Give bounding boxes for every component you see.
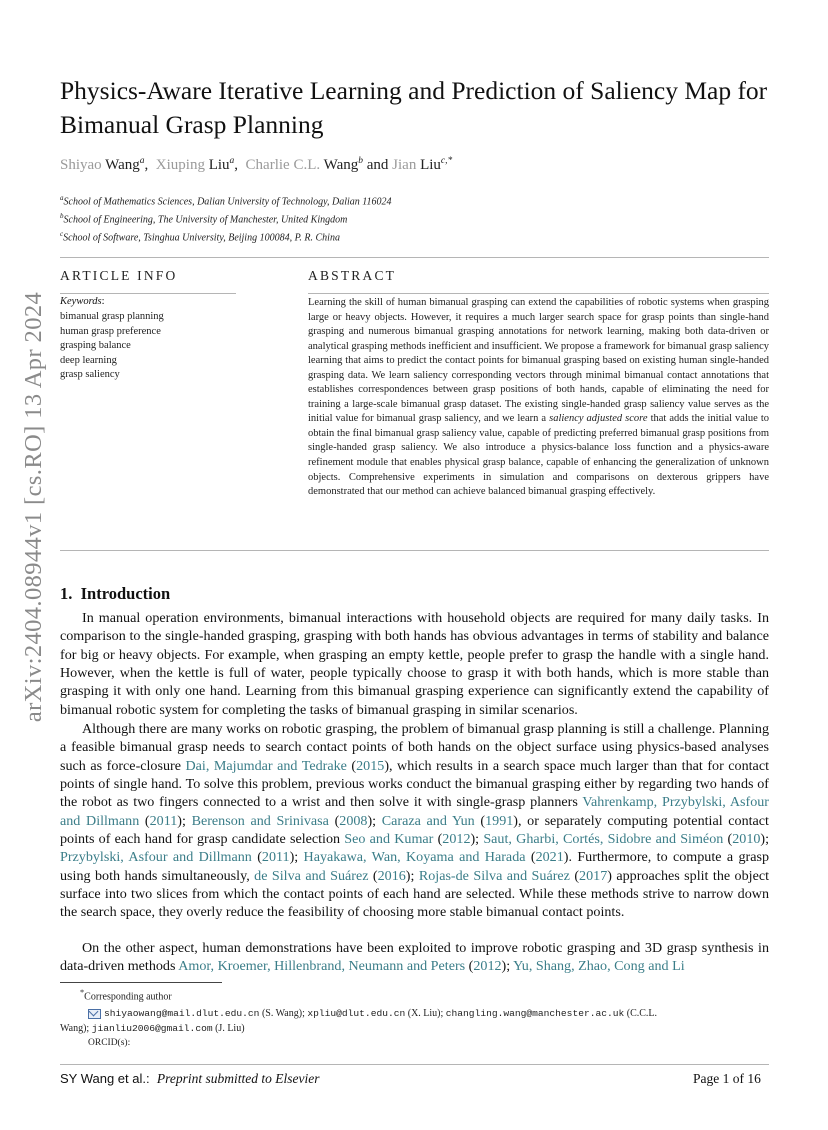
paragraph: In manual operation environments, bimanual interactions with household objects are required for many daily tasks. In comparison to the single-handed grasping, grasping with both hands has obvious advantages in terms of stability and balance for big or heavy objects. For example, when grasping an empty kettle, people prefer to grasp the handle with a single hand. However, when the kettle is full of water, people typically choose to grasp it with both hands, which is more stable than grasping it with only one hand. Learning from this bimanual grasping experience can significantly extend the capability of bimanual robotic system for completing the tasks of bimanual grasping in similar scenarios. (60, 610, 769, 718)
citation-link[interactable]: Yu, Shang, Zhao, Cong and Li (513, 958, 685, 975)
section-heading: 1. Introduction (60, 584, 171, 603)
author-and: and (366, 157, 389, 173)
citation-link[interactable]: 2017 (579, 867, 608, 884)
author-list: Shiyao Wang$^a$, Xiuping Liu$^a$, Charlie C.L. Wang$^b$ and Jian Liu$^{c,*}$ (60, 156, 453, 173)
divider (60, 550, 769, 551)
citation-link[interactable]: Dai, Majumdar and Tedrake (185, 757, 347, 774)
citation-link[interactable]: 2012 (442, 831, 471, 848)
email-link[interactable]: shiyaowang@mail.dlut.edu.cn (104, 1008, 260, 1020)
citation-link[interactable]: 1991 (485, 812, 514, 829)
paragraph-text: ( (569, 867, 580, 884)
citation-link[interactable]: Berenson and Srinivasa (191, 812, 329, 829)
keyword: deep learning (60, 354, 117, 366)
email-link[interactable]: changling.wang@manchester.ac.uk (445, 1008, 625, 1020)
paragraph-text: On the other aspect, human demonstrations have been exploited to improve robotic grasping and 3D grasp synthesis in data-driven methods (60, 940, 769, 975)
citation-link[interactable]: Rojas-de Silva and Suárez (418, 867, 570, 884)
paragraph-text: ( (525, 849, 536, 866)
divider (308, 293, 769, 294)
article-info-heading: ARTICLE INFO (60, 268, 178, 283)
citation-link[interactable]: Vahrenkamp, Przybylski, Asfour and Dillmann (60, 794, 769, 829)
citation-link[interactable]: 2011 (261, 849, 290, 866)
author[interactable]: Jian Liu$^{c,*}$ (392, 156, 453, 173)
paragraph (60, 939, 769, 976)
paragraph-text: Although there are many works on robotic grasping, the problem of bimanual grasp planning is still a challenge. Planning a feasible bimanual grasp needs to search contact points of both hands on the object surface using physics-based analyses such as force-closure (60, 721, 769, 774)
paragraph-text: ). Furthermore, to compute a grasp using both hands simultaneously, (60, 849, 769, 884)
citation-link[interactable]: Hayakawa, Wan, Koyama and Harada (303, 849, 526, 866)
citation-link[interactable]: 2011 (149, 812, 178, 829)
divider (60, 293, 236, 294)
citation-link[interactable]: de Silva and Suárez (254, 867, 369, 884)
arxiv-side-label (16, 232, 52, 782)
paragraph-text: ); (289, 849, 304, 866)
arxiv-id: arXiv:2404.08944v1 [cs.RO] 13 Apr 2024 (20, 291, 47, 723)
abstract-text: Learning the skill of human bimanual grasping can extend the capabilities of robotic systems when grasping large or heavy objects. However, it requires a much larger search space for grasp points than single-hand grasping and numerous bimanual grasping annotations for network learning, making both data-driven or analytical grasping methods inefficient and insufficient. We propose a framework for bimanual grasp saliency learning that aims to predict the contact points for bimanual grasping based on existing human single-handed grasping data. We learn saliency corresponding vectors through minimal bimanual contact annotations that establishes correspondences between grasp positions of both hands, capable of eliminating the need for training a large-scale bimanual grasp dataset. The existing single-handed grasp saliency value serves as the initial value for bimanual grasp saliency, and we learn a saliency adjusted score that adds the initial value to obtain the final bimanual grasp saliency value, capable of predicting preferred bimanual grasp positions from single-handed grasp saliency. We also introduce a physics-balance loss function and a physics-aware refinement module that enables physical grasp balance, capable of enhancing the generalization of unknown objects. Comprehensive experiments in simulation and comparisons on dexterous grippers have demonstrated that our method can achieve balanced bimanual grasping effectively. (308, 297, 770, 498)
affiliation: $^c$School of Software, Tsinghua University, Beijing 100084, P. R. China (60, 230, 340, 244)
paragraph-text: ( (474, 812, 486, 829)
citation-link[interactable]: 2021 (535, 849, 564, 866)
paragraph-text: ( (328, 812, 340, 829)
paragraph-text: ), or separately computing potential contact points of each hand for grasp candidate selection (60, 812, 769, 848)
citation-link[interactable]: 2015 (356, 757, 385, 774)
paragraph-text: ( (368, 867, 378, 884)
paragraph-text: ); (405, 867, 419, 884)
paper-title: Physics-Aware Iterative Learning and Prediction of Saliency Map for Bimanual Grasp Planning (60, 76, 768, 139)
keyword: grasp saliency (60, 369, 120, 380)
envelope-icon (88, 1009, 101, 1019)
keyword: human grasp preference (60, 325, 161, 337)
paragraph-text: ); (177, 812, 192, 829)
affiliation: $^a$School of Mathematics Sciences, Dalian University of Technology, Dalian 116024 (60, 194, 392, 208)
divider (60, 1064, 769, 1065)
citation-link[interactable]: 2016 (377, 867, 406, 884)
paragraph-text: ); (501, 958, 514, 975)
paragraph-text: ( (433, 831, 443, 848)
page-number: Page 1 of 16 (693, 1071, 761, 1086)
keyword: bimanual grasp planning (60, 311, 164, 322)
citation-link[interactable]: 2012 (473, 958, 502, 975)
orcid-label: ORCID(s): (88, 1038, 131, 1049)
paragraph-text: ), which results in a search space much larger than that for contact points of single hand. To solve this problem, previous works conduct the bimanual grasping either by regarding two hands of the robot as two fingers connected to a wrist and then solve it with single-grasp planners (60, 757, 769, 811)
divider (60, 257, 769, 258)
keyword: grasping balance (60, 340, 131, 351)
paragraph-text: ( (346, 757, 357, 774)
author[interactable]: Shiyao Wang$^a$ (60, 156, 145, 173)
email-link[interactable]: xpliu@dlut.edu.cn (307, 1008, 406, 1020)
author[interactable]: Charlie C.L. Wang$^b$ (245, 156, 363, 173)
abstract-heading: ABSTRACT (308, 268, 397, 283)
footnote-rule (60, 982, 222, 983)
paragraph-text: ) approaches split the object surface into two slices from which the contact points of each hand are selected. While these methods strive to narrow down the search space, they overly reduce the feasibility of choosing more stable bimanual contact points. (60, 867, 769, 921)
author[interactable]: Xiuping Liu$^a$ (155, 156, 235, 173)
paragraph-text: ( (251, 849, 262, 866)
citation-link[interactable]: Seo and Kumar (344, 831, 434, 848)
corresponding-author-label: Corresponding author (84, 991, 172, 1003)
affiliation: $^b$School of Engineering, The University of Manchester, United Kingdom (60, 212, 348, 226)
paragraph (60, 720, 769, 922)
paragraph-text: ); (367, 812, 382, 829)
paragraph-text: ( (465, 958, 474, 975)
paragraph-text: ); (760, 831, 770, 848)
paragraph-text: ); (470, 831, 484, 848)
citation-link[interactable]: Przybylski, Asfour and Dillmann (60, 849, 252, 866)
citation-link[interactable]: Amor, Kroemer, Hillenbrand, Neumann and Peters (178, 958, 466, 975)
citation-link[interactable]: Saut, Gharbi, Cortés, Sidobre and Siméon (483, 831, 724, 848)
footnote: *Corresponding author shiyaowang@mail.dlut.edu.cn (S. Wang); xpliu@dlut.edu.cn (X. Liu); changling.wang@manchester.ac.uk (C.C.L. Wang); jianliu2006@gmail.com (J. Liu) ORCID(s): (60, 985, 769, 1051)
paragraph-text: ( (139, 812, 150, 829)
running-footer: SY Wang et al.: Preprint submitted to Elsevier (60, 1071, 320, 1086)
citation-link[interactable]: 2008 (339, 812, 368, 829)
paragraph-text: ( (723, 831, 733, 848)
citation-link[interactable]: Caraza and Yun (381, 812, 475, 829)
citation-link[interactable]: 2010 (732, 831, 761, 848)
keywords-label: Keywords: (60, 296, 105, 307)
email-link[interactable]: jianliu2006@gmail.com (91, 1023, 213, 1035)
